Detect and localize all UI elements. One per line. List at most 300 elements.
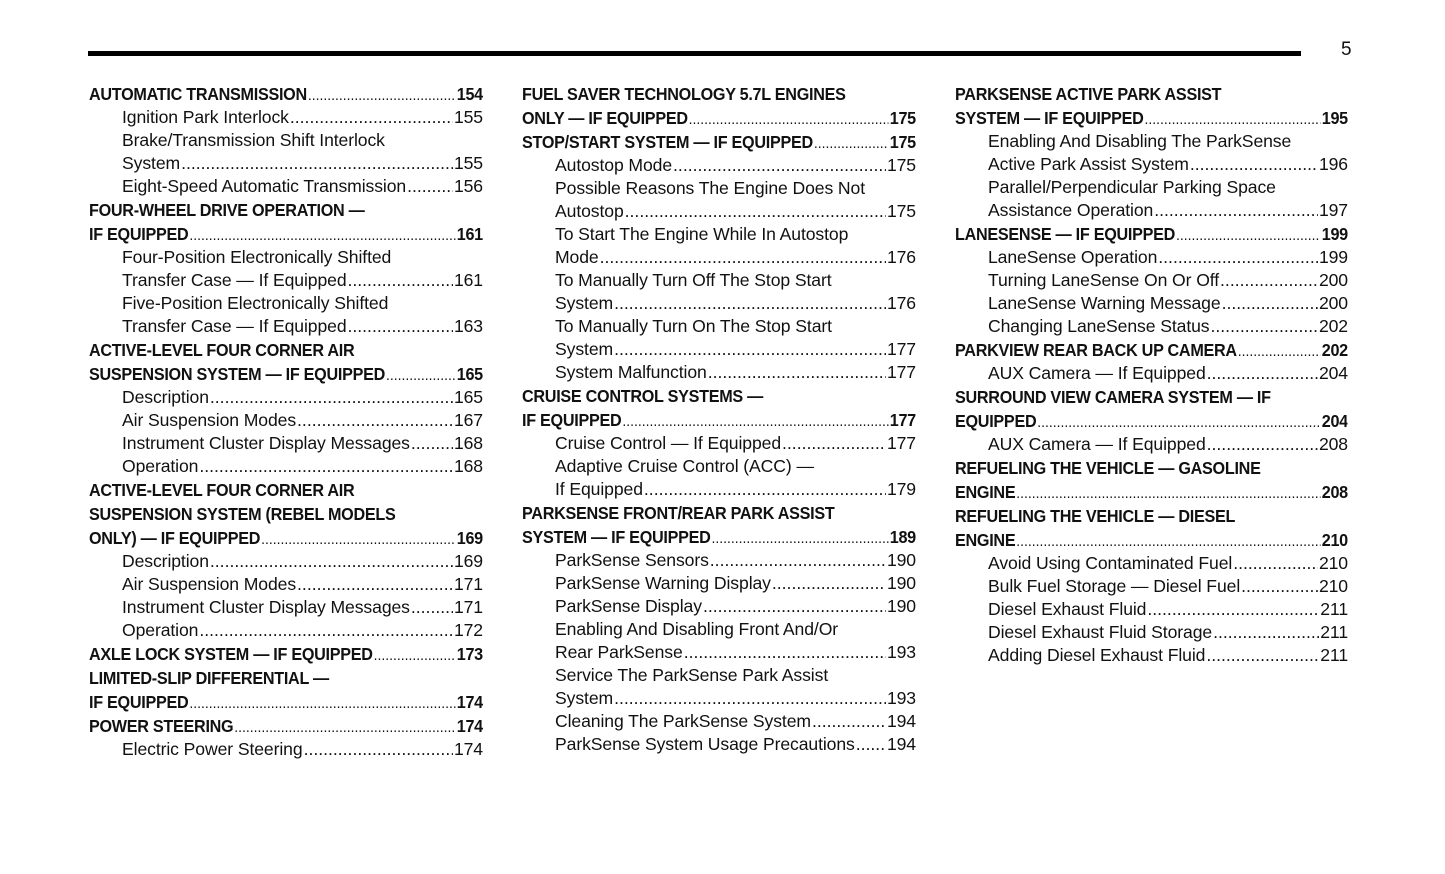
toc-page-number[interactable]: 208: [1318, 434, 1348, 454]
toc-page-number[interactable]: 210: [1318, 553, 1348, 573]
toc-entry-line: [89, 526, 483, 550]
dot-leader: [1147, 598, 1319, 621]
toc-page-number[interactable]: 154: [456, 84, 483, 104]
toc-entry-title: If Equipped: [555, 479, 643, 499]
dot-leader: [1220, 269, 1318, 292]
dot-leader: [812, 710, 886, 733]
toc-section-entry[interactable]: [522, 130, 916, 154]
toc-entry-title: ONLY — IF EQUIPPED: [522, 108, 688, 128]
toc-page-number[interactable]: 168: [453, 456, 483, 476]
toc-section-entry[interactable]: [89, 714, 483, 738]
toc-page-number[interactable]: 171: [453, 574, 483, 594]
toc-entry-line: [988, 269, 1348, 292]
toc-entry-title: To Manually Turn On The Stop Start: [555, 316, 832, 336]
toc-subsection-entry[interactable]: [955, 130, 1348, 176]
toc-section-entry[interactable]: [955, 222, 1348, 246]
dot-leader: [297, 573, 453, 596]
toc-entry-title: ParkSense Display: [555, 596, 702, 616]
dot-leader: [407, 175, 453, 198]
toc-entry-title: Enabling And Disabling The ParkSense: [988, 131, 1292, 151]
dot-leader: [290, 106, 453, 129]
toc-column-2: [522, 82, 916, 756]
toc-page-number[interactable]: 176: [886, 293, 916, 313]
dot-leader: [411, 432, 453, 455]
dot-leader: [710, 549, 886, 572]
toc-entry-title: SUSPENSION SYSTEM (REBEL MODELS: [89, 504, 396, 524]
toc-entry-line: [988, 552, 1348, 575]
toc-page-number[interactable]: 189: [889, 527, 916, 547]
toc-subsection-entry[interactable]: [522, 154, 916, 177]
toc-entry-line: [122, 550, 483, 573]
toc-entry-line: [522, 408, 916, 432]
toc-entry-line: [988, 292, 1348, 315]
toc-subsection-entry[interactable]: [955, 362, 1348, 385]
toc-page-number[interactable]: 194: [886, 734, 916, 754]
dot-leader: [1144, 108, 1320, 130]
toc-subsection-entry[interactable]: [89, 738, 483, 761]
toc-entry-title: Eight-Speed Automatic Transmission: [122, 176, 407, 196]
toc-page-number[interactable]: 211: [1320, 622, 1348, 642]
toc-subsection-entry[interactable]: [522, 455, 916, 501]
toc-entry-line: [955, 222, 1348, 246]
toc-entry-title: PARKSENSE FRONT/REAR PARK ASSIST: [522, 503, 835, 523]
toc-page-number[interactable]: 177: [886, 433, 916, 453]
toc-entry-line: [988, 130, 1348, 153]
toc-entry-title: ACTIVE-LEVEL FOUR CORNER AIR: [89, 340, 355, 360]
toc-entry-line: [122, 432, 483, 455]
toc-subsection-entry[interactable]: [522, 595, 916, 618]
toc-entry-line: [522, 501, 916, 525]
toc-entry-line: [522, 384, 916, 408]
toc-entry-title: Air Suspension Modes: [122, 410, 297, 430]
toc-page-number[interactable]: 163: [453, 316, 483, 336]
toc-entry-title: Autostop: [555, 201, 624, 221]
toc-entry-title: Bulk Fuel Storage — Diesel Fuel: [988, 576, 1241, 596]
toc-subsection-entry[interactable]: [89, 550, 483, 573]
toc-entry-title: Transfer Case — If Equipped: [122, 270, 347, 290]
toc-entry-line: [89, 338, 483, 362]
toc-subsection-entry[interactable]: [522, 549, 916, 572]
toc-page-number[interactable]: 172: [453, 620, 483, 640]
dot-leader: [1233, 552, 1318, 575]
toc-entry-line: [122, 106, 483, 129]
toc-page-number[interactable]: 174: [456, 692, 483, 712]
toc-entry-title: LIMITED-SLIP DIFFERENTIAL —: [89, 668, 329, 688]
toc-subsection-entry[interactable]: [955, 433, 1348, 456]
toc-entry-title: SYSTEM — IF EQUIPPED: [522, 527, 711, 547]
toc-page-number[interactable]: 199: [1321, 224, 1348, 244]
toc-entry-line: [555, 478, 916, 501]
toc-entry-line: [555, 549, 916, 572]
toc-entry-line: [522, 106, 916, 130]
dot-leader: [1176, 224, 1321, 246]
toc-page-number[interactable]: 169: [456, 528, 483, 548]
toc-page-number[interactable]: 169: [453, 551, 483, 571]
toc-entry-title: CRUISE CONTROL SYSTEMS —: [522, 386, 764, 406]
toc-entry-line: [955, 456, 1348, 480]
toc-entry-line: [122, 573, 483, 596]
toc-entry-title: Possible Reasons The Engine Does Not: [555, 178, 866, 198]
toc-page-number[interactable]: 176: [886, 247, 916, 267]
toc-page-number[interactable]: 204: [1318, 363, 1348, 383]
toc-entry-line: [122, 596, 483, 619]
toc-entry-line: [555, 432, 916, 455]
toc-entry-line: [555, 595, 916, 618]
toc-page-number[interactable]: 165: [456, 364, 483, 384]
toc-page-number[interactable]: 171: [453, 597, 483, 617]
toc-entry-line: [555, 687, 916, 710]
toc-subsection-entry[interactable]: [522, 177, 916, 223]
toc-entry-line: [955, 504, 1348, 528]
toc-entry-title: Mode: [555, 247, 599, 267]
toc-subsection-entry[interactable]: [955, 292, 1348, 315]
toc-entry-title: Instrument Cluster Display Messages: [122, 433, 410, 453]
toc-subsection-entry[interactable]: [522, 315, 916, 361]
toc-entry-line: [988, 153, 1348, 176]
dot-leader: [210, 550, 453, 573]
toc-entry-line: [89, 362, 483, 386]
toc-section-entry[interactable]: [89, 338, 483, 386]
dot-leader: [1213, 621, 1319, 644]
toc-page-number[interactable]: 210: [1318, 576, 1348, 596]
toc-subsection-entry[interactable]: [955, 246, 1348, 269]
toc-entry-line: [555, 338, 916, 361]
toc-entry-title: ENGINE: [955, 482, 1016, 502]
toc-entry-line: [122, 292, 483, 315]
toc-page-number[interactable]: 211: [1320, 645, 1348, 665]
toc-entry-title: Brake/Transmission Shift Interlock: [122, 130, 385, 150]
toc-page-number[interactable]: 190: [886, 596, 916, 616]
dot-leader: [1241, 575, 1318, 598]
toc-entry-line: [988, 176, 1348, 199]
toc-entry-line: [555, 455, 916, 478]
dot-leader: [772, 572, 886, 595]
toc-page-number[interactable]: 202: [1318, 316, 1348, 336]
toc-page-number[interactable]: 193: [886, 688, 916, 708]
toc-entry-title: Air Suspension Modes: [122, 574, 297, 594]
toc-section-entry[interactable]: [89, 478, 483, 550]
toc-subsection-entry[interactable]: [89, 106, 483, 129]
dot-leader: [622, 410, 888, 432]
toc-page-number[interactable]: 167: [453, 410, 483, 430]
toc-entry-title: System: [555, 339, 614, 359]
toc-page-number[interactable]: 165: [453, 387, 483, 407]
toc-page-number[interactable]: 200: [1318, 293, 1348, 313]
toc-entry-line: [122, 175, 483, 198]
toc-page-number[interactable]: 156: [453, 176, 483, 196]
toc-page-number[interactable]: 211: [1320, 599, 1348, 619]
dot-leader: [625, 200, 886, 223]
toc-entry-line: [555, 269, 916, 292]
toc-subsection-entry[interactable]: [522, 269, 916, 315]
toc-entry-line: [955, 82, 1348, 106]
toc-entry-line: [522, 525, 916, 549]
toc-subsection-entry[interactable]: [89, 175, 483, 198]
toc-entry-line: [122, 129, 483, 152]
toc-entry-line: [122, 619, 483, 642]
toc-page-number[interactable]: 175: [886, 155, 916, 175]
toc-entry-title: Ignition Park Interlock: [122, 107, 289, 127]
toc-page-number[interactable]: 177: [886, 362, 916, 382]
toc-entry-line: [122, 409, 483, 432]
toc-subsection-entry[interactable]: [522, 664, 916, 710]
toc-entry-title: AXLE LOCK SYSTEM — IF EQUIPPED: [89, 644, 373, 664]
toc-page-number[interactable]: 174: [456, 716, 483, 736]
toc-entry-line: [89, 478, 483, 502]
toc-entry-title: Adaptive Cruise Control (ACC) —: [555, 456, 814, 476]
toc-entry-title: System: [122, 153, 181, 173]
toc-page-number[interactable]: 175: [889, 108, 916, 128]
toc-entry-line: [122, 386, 483, 409]
toc-entry-title: System: [555, 688, 614, 708]
toc-subsection-entry[interactable]: [522, 361, 916, 384]
toc-entry-title: To Start The Engine While In Autostop: [555, 224, 849, 244]
dot-leader: [199, 619, 453, 642]
toc-entry-line: [555, 177, 916, 200]
toc-column-3: [955, 82, 1348, 667]
toc-page-number[interactable]: 179: [886, 479, 916, 499]
toc-entry-title: AUTOMATIC TRANSMISSION: [89, 84, 307, 104]
toc-page-number[interactable]: 155: [453, 107, 483, 127]
dot-leader: [181, 152, 453, 175]
toc-entry-line: [988, 246, 1348, 269]
toc-page-number[interactable]: 199: [1318, 247, 1348, 267]
dot-leader: [782, 432, 886, 455]
toc-entry-line: [122, 738, 483, 761]
toc-page-number[interactable]: 197: [1318, 200, 1348, 220]
toc-subsection-entry[interactable]: [955, 176, 1348, 222]
dot-leader: [1016, 482, 1321, 504]
toc-entry-title: PARKVIEW REAR BACK UP CAMERA: [955, 340, 1237, 360]
dot-leader: [614, 292, 886, 315]
toc-entry-line: [555, 315, 916, 338]
toc-entry-title: AUX Camera — If Equipped: [988, 363, 1206, 383]
toc-subsection-entry[interactable]: [89, 619, 483, 642]
toc-page-number[interactable]: 177: [889, 410, 916, 430]
dot-leader: [689, 108, 889, 130]
toc-page-number[interactable]: 174: [453, 739, 483, 759]
toc-entry-title: PARKSENSE ACTIVE PARK ASSIST: [955, 84, 1222, 104]
toc-entry-line: [955, 338, 1348, 362]
toc-page-number[interactable]: 196: [1318, 154, 1348, 174]
dot-leader: [684, 641, 886, 664]
dot-leader: [1158, 246, 1318, 269]
toc-page-number[interactable]: 173: [456, 644, 483, 664]
toc-entry-line: [522, 130, 916, 154]
dot-leader: [297, 409, 453, 432]
toc-page-number[interactable]: 190: [886, 573, 916, 593]
dot-leader: [189, 692, 455, 714]
page-number: 5: [1341, 39, 1352, 60]
toc-entry-title: FUEL SAVER TECHNOLOGY 5.7L ENGINES: [522, 84, 846, 104]
toc-subsection-entry[interactable]: [522, 572, 916, 595]
toc-entry-line: [988, 433, 1348, 456]
toc-entry-title: Operation: [122, 456, 199, 476]
toc-entry-title: AUX Camera — If Equipped: [988, 434, 1206, 454]
toc-entry-title: POWER STEERING: [89, 716, 234, 736]
toc-entry-line: [122, 246, 483, 269]
toc-entry-title: System: [555, 293, 614, 313]
toc-entry-line: [89, 82, 483, 106]
dot-leader: [374, 644, 456, 666]
toc-subsection-entry[interactable]: [522, 432, 916, 455]
dot-leader: [1190, 153, 1318, 176]
toc-entry-title: SURROUND VIEW CAMERA SYSTEM — IF: [955, 387, 1271, 407]
toc-subsection-entry[interactable]: [955, 621, 1348, 644]
dot-leader: [304, 738, 453, 761]
toc-entry-line: [955, 409, 1348, 433]
toc-entry-title: Description: [122, 551, 209, 571]
toc-page-number[interactable]: 175: [886, 201, 916, 221]
toc-subsection-entry[interactable]: [89, 409, 483, 432]
toc-subsection-entry[interactable]: [522, 223, 916, 269]
toc-entry-line: [89, 502, 483, 526]
toc-page-number[interactable]: 202: [1321, 340, 1348, 360]
toc-entry-title: ENGINE: [955, 530, 1016, 550]
toc-entry-line: [122, 269, 483, 292]
toc-page-number[interactable]: 194: [886, 711, 916, 731]
toc-page-number[interactable]: 200: [1318, 270, 1348, 290]
toc-page-number[interactable]: 195: [1321, 108, 1348, 128]
toc-entry-line: [122, 315, 483, 338]
toc-entry-line: [122, 455, 483, 478]
toc-subsection-entry[interactable]: [955, 598, 1348, 621]
toc-entry-title: To Manually Turn Off The Stop Start: [555, 270, 832, 290]
toc-page-number[interactable]: 161: [453, 270, 483, 290]
dot-leader: [1206, 644, 1319, 667]
dot-leader: [1207, 362, 1318, 385]
dot-leader: [348, 315, 453, 338]
toc-entry-line: [555, 292, 916, 315]
toc-page-number[interactable]: 204: [1321, 411, 1348, 431]
toc-entry-line: [555, 223, 916, 246]
toc-page-number[interactable]: 168: [453, 433, 483, 453]
toc-section-entry[interactable]: [955, 456, 1348, 504]
toc-section-entry[interactable]: [89, 642, 483, 666]
toc-entry-line: [555, 618, 916, 641]
toc-entry-line: [988, 199, 1348, 222]
toc-subsection-entry[interactable]: [89, 596, 483, 619]
toc-entry-line: [555, 200, 916, 223]
toc-subsection-entry[interactable]: [89, 386, 483, 409]
toc-entry-title: LaneSense Operation: [988, 247, 1158, 267]
toc-section-entry[interactable]: [89, 82, 483, 106]
toc-section-entry[interactable]: [522, 501, 916, 549]
toc-subsection-entry[interactable]: [955, 552, 1348, 575]
toc-section-entry[interactable]: [89, 666, 483, 714]
dot-leader: [348, 269, 453, 292]
toc-subsection-entry[interactable]: [522, 710, 916, 733]
toc-subsection-entry[interactable]: [522, 618, 916, 664]
toc-entry-line: [555, 641, 916, 664]
toc-entry-title: Diesel Exhaust Fluid Storage: [988, 622, 1213, 642]
dot-leader: [614, 338, 886, 361]
toc-entry-line: [555, 710, 916, 733]
dot-leader: [1016, 530, 1321, 552]
toc-entry-title: LANESENSE — IF EQUIPPED: [955, 224, 1176, 244]
dot-leader: [644, 478, 886, 501]
toc-entry-line: [89, 690, 483, 714]
toc-entry-line: [988, 315, 1348, 338]
toc-entry-title: IF EQUIPPED: [522, 410, 622, 430]
toc-subsection-entry[interactable]: [89, 573, 483, 596]
toc-section-entry[interactable]: [89, 198, 483, 246]
toc-page-number[interactable]: 161: [456, 224, 483, 244]
toc-section-entry[interactable]: [955, 82, 1348, 130]
toc-section-entry[interactable]: [955, 385, 1348, 433]
dot-leader: [1238, 340, 1321, 362]
dot-leader: [1154, 199, 1318, 222]
dot-leader: [814, 132, 889, 154]
toc-entry-line: [522, 82, 916, 106]
toc-entry-line: [89, 666, 483, 690]
toc-subsection-entry[interactable]: [955, 644, 1348, 667]
toc-entry-title: Assistance Operation: [988, 200, 1154, 220]
dot-leader: [711, 527, 888, 549]
toc-entry-title: REFUELING THE VEHICLE — DIESEL: [955, 506, 1236, 526]
dot-leader: [234, 716, 456, 738]
toc-page-number[interactable]: 155: [453, 153, 483, 173]
toc-subsection-entry[interactable]: [89, 292, 483, 338]
toc-page-number[interactable]: 208: [1321, 482, 1348, 502]
toc-subsection-entry[interactable]: [89, 432, 483, 455]
toc-entry-title: Operation: [122, 620, 199, 640]
dot-leader: [673, 154, 886, 177]
dot-leader: [703, 595, 886, 618]
toc-section-entry[interactable]: [522, 82, 916, 130]
toc-entry-title: Description: [122, 387, 209, 407]
toc-subsection-entry[interactable]: [89, 455, 483, 478]
toc-subsection-entry[interactable]: [955, 575, 1348, 598]
toc-entry-line: [122, 152, 483, 175]
toc-subsection-entry[interactable]: [522, 733, 916, 756]
toc-subsection-entry[interactable]: [955, 315, 1348, 338]
toc-entry-title: IF EQUIPPED: [89, 224, 189, 244]
toc-entry-line: [555, 154, 916, 177]
dot-leader: [708, 361, 886, 384]
toc-entry-title: Transfer Case — If Equipped: [122, 316, 347, 336]
toc-entry-line: [555, 246, 916, 269]
toc-page-number[interactable]: 177: [886, 339, 916, 359]
toc-entry-title: ONLY) — IF EQUIPPED: [89, 528, 261, 548]
toc-entry-title: ParkSense Sensors: [555, 550, 709, 570]
toc-page-number[interactable]: 210: [1321, 530, 1348, 550]
toc-entry-title: Cruise Control — If Equipped: [555, 433, 782, 453]
toc-subsection-entry[interactable]: [89, 246, 483, 292]
toc-entry-title: SUSPENSION SYSTEM — IF EQUIPPED: [89, 364, 386, 384]
toc-page-number[interactable]: 175: [889, 132, 916, 152]
toc-entry-title: Diesel Exhaust Fluid: [988, 599, 1147, 619]
toc-entry-line: [955, 385, 1348, 409]
toc-entry-title: Turning LaneSense On Or Off: [988, 270, 1220, 290]
dot-leader: [261, 528, 456, 550]
toc-page-number[interactable]: 193: [886, 642, 916, 662]
toc-entry-title: ACTIVE-LEVEL FOUR CORNER AIR: [89, 480, 355, 500]
toc-entry-title: ParkSense Warning Display: [555, 573, 771, 593]
toc-subsection-entry[interactable]: [89, 129, 483, 175]
toc-entry-line: [555, 664, 916, 687]
toc-section-entry[interactable]: [955, 338, 1348, 362]
toc-section-entry[interactable]: [955, 504, 1348, 552]
toc-page-number[interactable]: 190: [886, 550, 916, 570]
toc-subsection-entry[interactable]: [955, 269, 1348, 292]
toc-section-entry[interactable]: [522, 384, 916, 432]
toc-entry-title: FOUR-WHEEL DRIVE OPERATION —: [89, 200, 365, 220]
toc-entry-title: System Malfunction: [555, 362, 707, 382]
toc-entry-line: [988, 362, 1348, 385]
toc-entry-title: Five-Position Electronically Shifted: [122, 293, 389, 313]
dot-leader: [189, 224, 455, 246]
